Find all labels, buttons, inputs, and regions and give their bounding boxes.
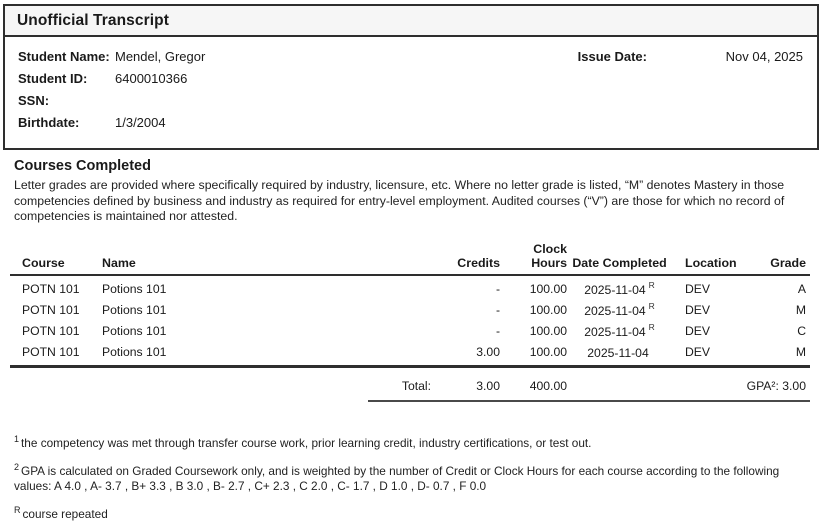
cell-course: POTN 101 — [22, 302, 80, 317]
cell-clock-hours: 100.00 — [529, 344, 567, 359]
column-header-location: Location — [685, 256, 737, 270]
footnote-transfer — [14, 432, 788, 451]
footnote-marker: R — [14, 504, 21, 515]
cell-clock-hours: 100.00 — [529, 302, 567, 317]
gpa-summary — [567, 379, 810, 393]
footnote-gpa — [14, 460, 788, 494]
student-name-value: Mendel, Gregor — [115, 49, 206, 64]
date-value: 2025-11-04 — [584, 283, 646, 297]
gpa-label: GPA²: — [746, 379, 779, 393]
birthdate-label: Birthdate: — [18, 115, 80, 130]
table-body — [10, 276, 810, 368]
cell-credits: 3.00 — [476, 344, 500, 359]
repeated-marker: R — [648, 280, 655, 290]
date-value: 2025-11-04 — [587, 346, 649, 360]
cell-course: POTN 101 — [22, 344, 80, 359]
total-underline — [368, 400, 810, 402]
cell-location: DEV — [685, 281, 711, 296]
cell-date-completed — [567, 280, 672, 297]
cell-grade: M — [795, 302, 806, 317]
cell-credits: - — [495, 302, 500, 317]
cell-location: DEV — [685, 323, 711, 338]
student-info-grid — [18, 46, 804, 134]
repeated-marker: R — [648, 322, 655, 332]
total-clock-hours: 400.00 — [529, 379, 567, 393]
date-value: 2025-11-04 — [584, 325, 646, 339]
cell-credits: - — [495, 323, 500, 338]
cell-date-completed — [567, 343, 672, 360]
cell-course: POTN 101 — [22, 281, 80, 296]
issue-date-value: Nov 04, 2025 — [725, 49, 803, 64]
column-header-date-completed: Date Completed — [572, 256, 667, 270]
student-info — [5, 37, 817, 134]
cell-course: POTN 101 — [22, 323, 80, 338]
cell-grade: M — [795, 344, 806, 359]
footnotes — [14, 432, 788, 531]
cell-date-completed — [567, 322, 672, 339]
birthdate-value: 1/3/2004 — [115, 115, 166, 130]
column-header-grade: Grade — [770, 256, 806, 270]
ssn-value — [115, 90, 804, 112]
courses-completed-heading: Courses Completed — [14, 158, 151, 174]
ssn-label: SSN: — [18, 93, 50, 108]
cell-location: DEV — [685, 302, 711, 317]
footnote-text: GPA is calculated on Graded Coursework only, and is weighted by the number of Credit or Clock Hours for each course according to the following values: A 4.0 , A- 3.7 , B+ 3.3 , B 3.0 , B- 2.7 , C+ 2.3 , C 2.0 , C- 1.7 , D 1.0 , D- 0.7 , F 0.0 — [14, 463, 780, 493]
gpa-value: 3.00 — [782, 379, 806, 393]
cell-clock-hours: 100.00 — [529, 323, 567, 338]
cell-name: Potions 101 — [102, 281, 167, 296]
courses-completed-description: Letter grades are provided where specifically required by industry, licensure, etc. Where no letter grade is listed, “M” denotes Mastery in those competencies defined by business and industry as required for entry-level employment. Audited courses (“V”) are those for which no record of competencies is maintained nor attested. — [14, 178, 785, 223]
footnote-text: the competency was met through transfer course work, prior learning credit, industry certifications, or test out. — [21, 435, 592, 450]
student-id-value: 6400010366 — [115, 71, 188, 86]
page-title: Unofficial Transcript — [17, 11, 169, 29]
column-header-course: Course — [22, 256, 65, 270]
cell-name: Potions 101 — [102, 323, 167, 338]
cell-grade: A — [797, 281, 806, 296]
cell-name: Potions 101 — [102, 302, 167, 317]
footnote-text: course repeated — [22, 506, 108, 521]
student-id-label: Student ID: — [18, 71, 88, 86]
courses-table — [10, 238, 810, 402]
cell-location: DEV — [685, 344, 711, 359]
repeated-marker: R — [648, 301, 655, 311]
column-header-credits: Credits — [457, 256, 500, 270]
cell-name: Potions 101 — [102, 344, 167, 359]
total-label: Total: — [401, 379, 431, 393]
table-row — [10, 320, 810, 341]
header-box — [3, 4, 819, 150]
table-row — [10, 299, 810, 320]
cell-clock-hours: 100.00 — [529, 281, 567, 296]
title-bar — [5, 6, 817, 37]
total-row — [10, 376, 810, 396]
total-credits: 3.00 — [476, 379, 500, 393]
footnote-marker: 1 — [14, 434, 20, 444]
footnote-marker: 2 — [14, 461, 20, 472]
cell-date-completed — [567, 301, 672, 318]
table-row — [10, 341, 810, 362]
student-name-label: Student Name: — [18, 49, 110, 64]
column-header-clock-hours: Clock Hours — [531, 242, 567, 270]
column-header-name: Name — [102, 256, 136, 270]
table-header-row — [10, 238, 810, 276]
table-row — [10, 278, 810, 299]
issue-date-label: Issue Date: — [577, 49, 647, 64]
footnote-repeated — [14, 503, 788, 522]
cell-grade: C — [797, 323, 806, 338]
date-value: 2025-11-04 — [584, 304, 646, 318]
cell-credits: - — [495, 281, 500, 296]
